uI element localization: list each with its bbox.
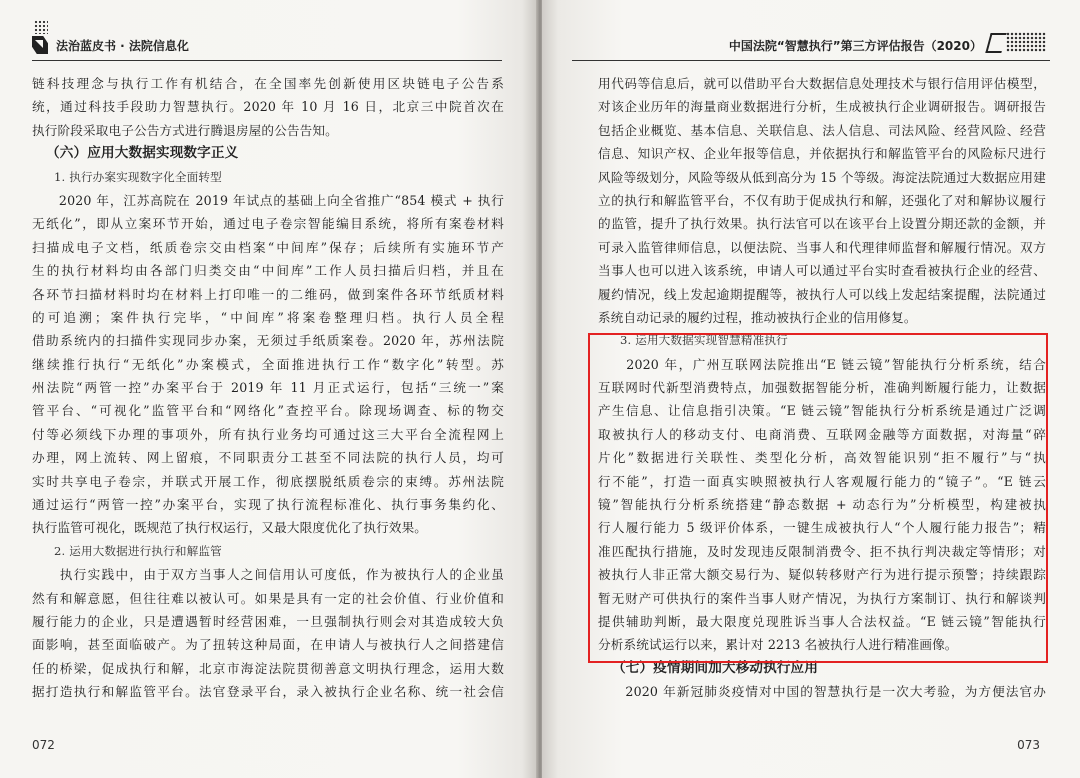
subsection-heading: 1. 执行办案实现数字化全面转型	[54, 169, 222, 184]
text-line: 的可追溯；案件执行完毕，“中间库”将案卷整理归档。执行人员全程	[32, 309, 504, 325]
left-header	[32, 10, 502, 60]
text-line: 可录入监管律师信息，以便法院、当事人和代理律师监督和解履行情况。双方	[598, 239, 1046, 255]
text-line: 风险等级划分，风险等级从低到高分为 15 个等级。海淀法院通过大数据应用建	[598, 169, 1046, 185]
running-header-title: 法治蓝皮书 · 法院信息化	[56, 39, 189, 53]
subsection-heading: 2. 运用大数据进行执行和解监管	[54, 543, 222, 558]
text-line: 当事人也可以进入该系统，申请人可以通过平台实时查看被执行企业的经营、	[598, 263, 1046, 279]
page-number: 073	[1017, 738, 1040, 752]
paragraph-last-line: 系统自动记录的履约过程，推动被执行企业的信用修复。	[598, 309, 917, 325]
dot-grid-icon	[1006, 32, 1046, 52]
text-line: 准匹配执行措施，及时发现违反限制消费令、拒不执行判决裁定等情形；对	[598, 543, 1046, 559]
right-header	[572, 10, 1046, 60]
text-line: 各环节扫描材料时均在材料上打印唯一的二维码，做到案件各环节纸质材料	[32, 286, 504, 302]
text-line: 执行实践中，由于双方当事人之间信用认可度低，作为被执行人的企业虽	[32, 567, 504, 583]
text-line: 2020 年新冠肺炎疫情对中国的智慧执行是一次大考验，为方便法官办	[598, 684, 1046, 700]
text-line: 链科技理念与执行工作有机结合，在全国率先创新使用区块链电子公告系	[32, 76, 504, 91]
text-line: 据打造执行和解监管平台。法官登录平台，录入被执行企业名称、统一社会信	[32, 684, 504, 700]
text-line: 无纸化”，即从立案环节开始，通过电子卷宗智能编目系统，将所有案卷材料	[32, 216, 504, 232]
text-line: 办理，网上流转、网上留痕，不同职责分工甚至不同法院的执行人员，均可	[32, 450, 504, 466]
page-number: 072	[32, 738, 55, 752]
book-icon	[32, 36, 48, 54]
text-line: 州法院“两管一控”办案平台于 2019 年 11 月正式运行，包括“三统一”案	[32, 380, 504, 396]
left-body-text	[32, 72, 504, 704]
text-line: 管平台、“可视化”监管平台和“网络化”查控平台。除现场调查、标的物交	[32, 403, 504, 419]
text-line: 扫描成电子文档，纸质卷宗交由档案“中间库”保存；后续所有实施环节产	[32, 239, 504, 255]
text-line: 镜”智能执行分析系统搭建“静态数据 + 动态行为”分析模型，构建被执	[598, 497, 1046, 513]
text-line: 借助系统内的扫描件实现同步办案，无须过手纸质案卷。2020 年，苏州法院	[32, 333, 504, 349]
text-line: 产生信息、让信息指引决策。“E 链云镜”智能执行分析系统是通过广泛调	[598, 403, 1046, 419]
dot-grid-icon	[34, 20, 48, 34]
arrow-icon	[985, 33, 1006, 53]
subsection-heading: 3. 运用大数据实现智慧精准执行	[620, 333, 788, 348]
text-line: 包括企业概览、基本信息、关联信息、法人信息、司法风险、经营风险、经营	[598, 122, 1046, 138]
text-line: 通过运行“两管一控”办案平台，实现了执行流程标准化、执行事务集约化、	[32, 497, 504, 513]
text-line: 2020 年，江苏高院在 2019 年试点的基础上向全省推广“854 模式 + 执行	[32, 192, 504, 208]
header-rule	[572, 60, 1050, 61]
red-highlight-box	[588, 333, 1048, 663]
text-line: 的监管，提升了执行效果。执行法官可以在该平台上设置分期还款的金额，并	[598, 216, 1046, 232]
running-header-title: 中国法院“智慧执行”第三方评估报告（2020）	[728, 39, 982, 53]
text-line: 面影响，甚至面临破产。为了扭转这种局面，在申请人与被执行人之间搭建信	[32, 637, 504, 653]
book-logo-icon	[32, 20, 50, 54]
text-line: 履行能力的企业，只是遭遇暂时经营困难，一旦强制执行则会对其造成较大负	[32, 613, 504, 629]
text-line: 取被执行人的移动支付、电商消费、互联网金融等方面数据，对海量“碎	[598, 426, 1046, 442]
section-heading: （七）疫情期间加大移动执行应用	[612, 659, 819, 676]
text-line: 信息、知识产权、企业年报等信息，并依据执行和解监管平台的风险标尺进行	[598, 146, 1046, 162]
paragraph-last-line: 执行阶段采取电子公告方式进行腾退房屋的公告告知。	[32, 122, 338, 138]
text-line: 片化”数据进行关联性、类型化分析，高效智能识别“拒不履行”与“执	[598, 450, 1046, 466]
text-line: 实时共享电子卷宗，并联式开展工作，彻底摆脱纸质卷宗的束缚。苏州法院	[32, 473, 504, 489]
text-line: 用代码等信息后，就可以借助平台大数据信息处理技术与银行信用评估模型，	[598, 76, 1046, 91]
text-line: 付等必须线下办理的事项外，所有执行业务均可通过这三大平台全流程网上	[32, 426, 504, 442]
text-line: 暂无财产可供执行的案件当事人财产情况，为执行方案制订、执行和解谈判	[598, 590, 1046, 606]
text-line: 对该企业历年的海量商业数据进行分析，生成被执行企业调研报告。调研报告	[598, 99, 1046, 115]
header-rule	[32, 60, 502, 61]
text-line: 履约情况，线上发起逾期提醒等，被执行人可以线上发起结案提醒，法院通过	[598, 286, 1046, 302]
paragraph-last-line: 执行监管可视化，既规范了执行权运行，又最大限度优化了执行效果。	[32, 520, 428, 536]
text-line: 立的执行和解监管平台，不仅有助于促成执行和解，还强化了对和解协议履行	[598, 192, 1046, 208]
text-line: 任的桥梁，促成执行和解，北京市海淀法院贯彻善意文明执行理念，运用大数	[32, 660, 504, 676]
text-line: 行人履行能力 5 级评价体系，一键生成被执行人“个人履行能力报告”；精	[598, 520, 1046, 536]
text-line: 行不能”，打造一面真实映照被执行人客观履行能力的“镜子”。“E 链云	[598, 473, 1046, 489]
text-line: 然有和解意愿，但往往难以被认可。如果是具有一定的社会价值、行业价值和	[32, 590, 504, 606]
text-line: 生的执行材料均由各部门归类交由“中间库”工作人员扫描后归档，并且在	[32, 263, 504, 279]
text-line: 继续推行执行“无纸化”办案模式，全面推进执行工作“数字化”转型。苏	[32, 356, 504, 372]
text-line: 互联网时代新型消费特点，加强数据智能分析，准确判断履行能力，让数据	[598, 380, 1046, 396]
arrow-dots-logo-icon	[988, 32, 1046, 52]
left-page	[0, 0, 538, 778]
text-line: 提供辅助判断，最大限度兑现胜诉当事人合法权益。“E 链云镜”智能执行	[598, 613, 1046, 629]
text-line: 被执行人非正常大额交易行为、疑似转移财产行为进行提示预警；持续跟踪	[598, 567, 1046, 583]
text-line: 统，通过科技手段助力智慧执行。2020 年 10 月 16 日，北京三中院首次在	[32, 99, 504, 115]
text-line: 2020 年，广州互联网法院推出“E 链云镜”智能执行分析系统，结合	[598, 356, 1046, 372]
section-heading: （六）应用大数据实现数字正义	[46, 145, 239, 162]
paragraph-last-line: 分析系统试运行以来，累计对 2213 名被执行人进行精准画像。	[598, 637, 958, 653]
